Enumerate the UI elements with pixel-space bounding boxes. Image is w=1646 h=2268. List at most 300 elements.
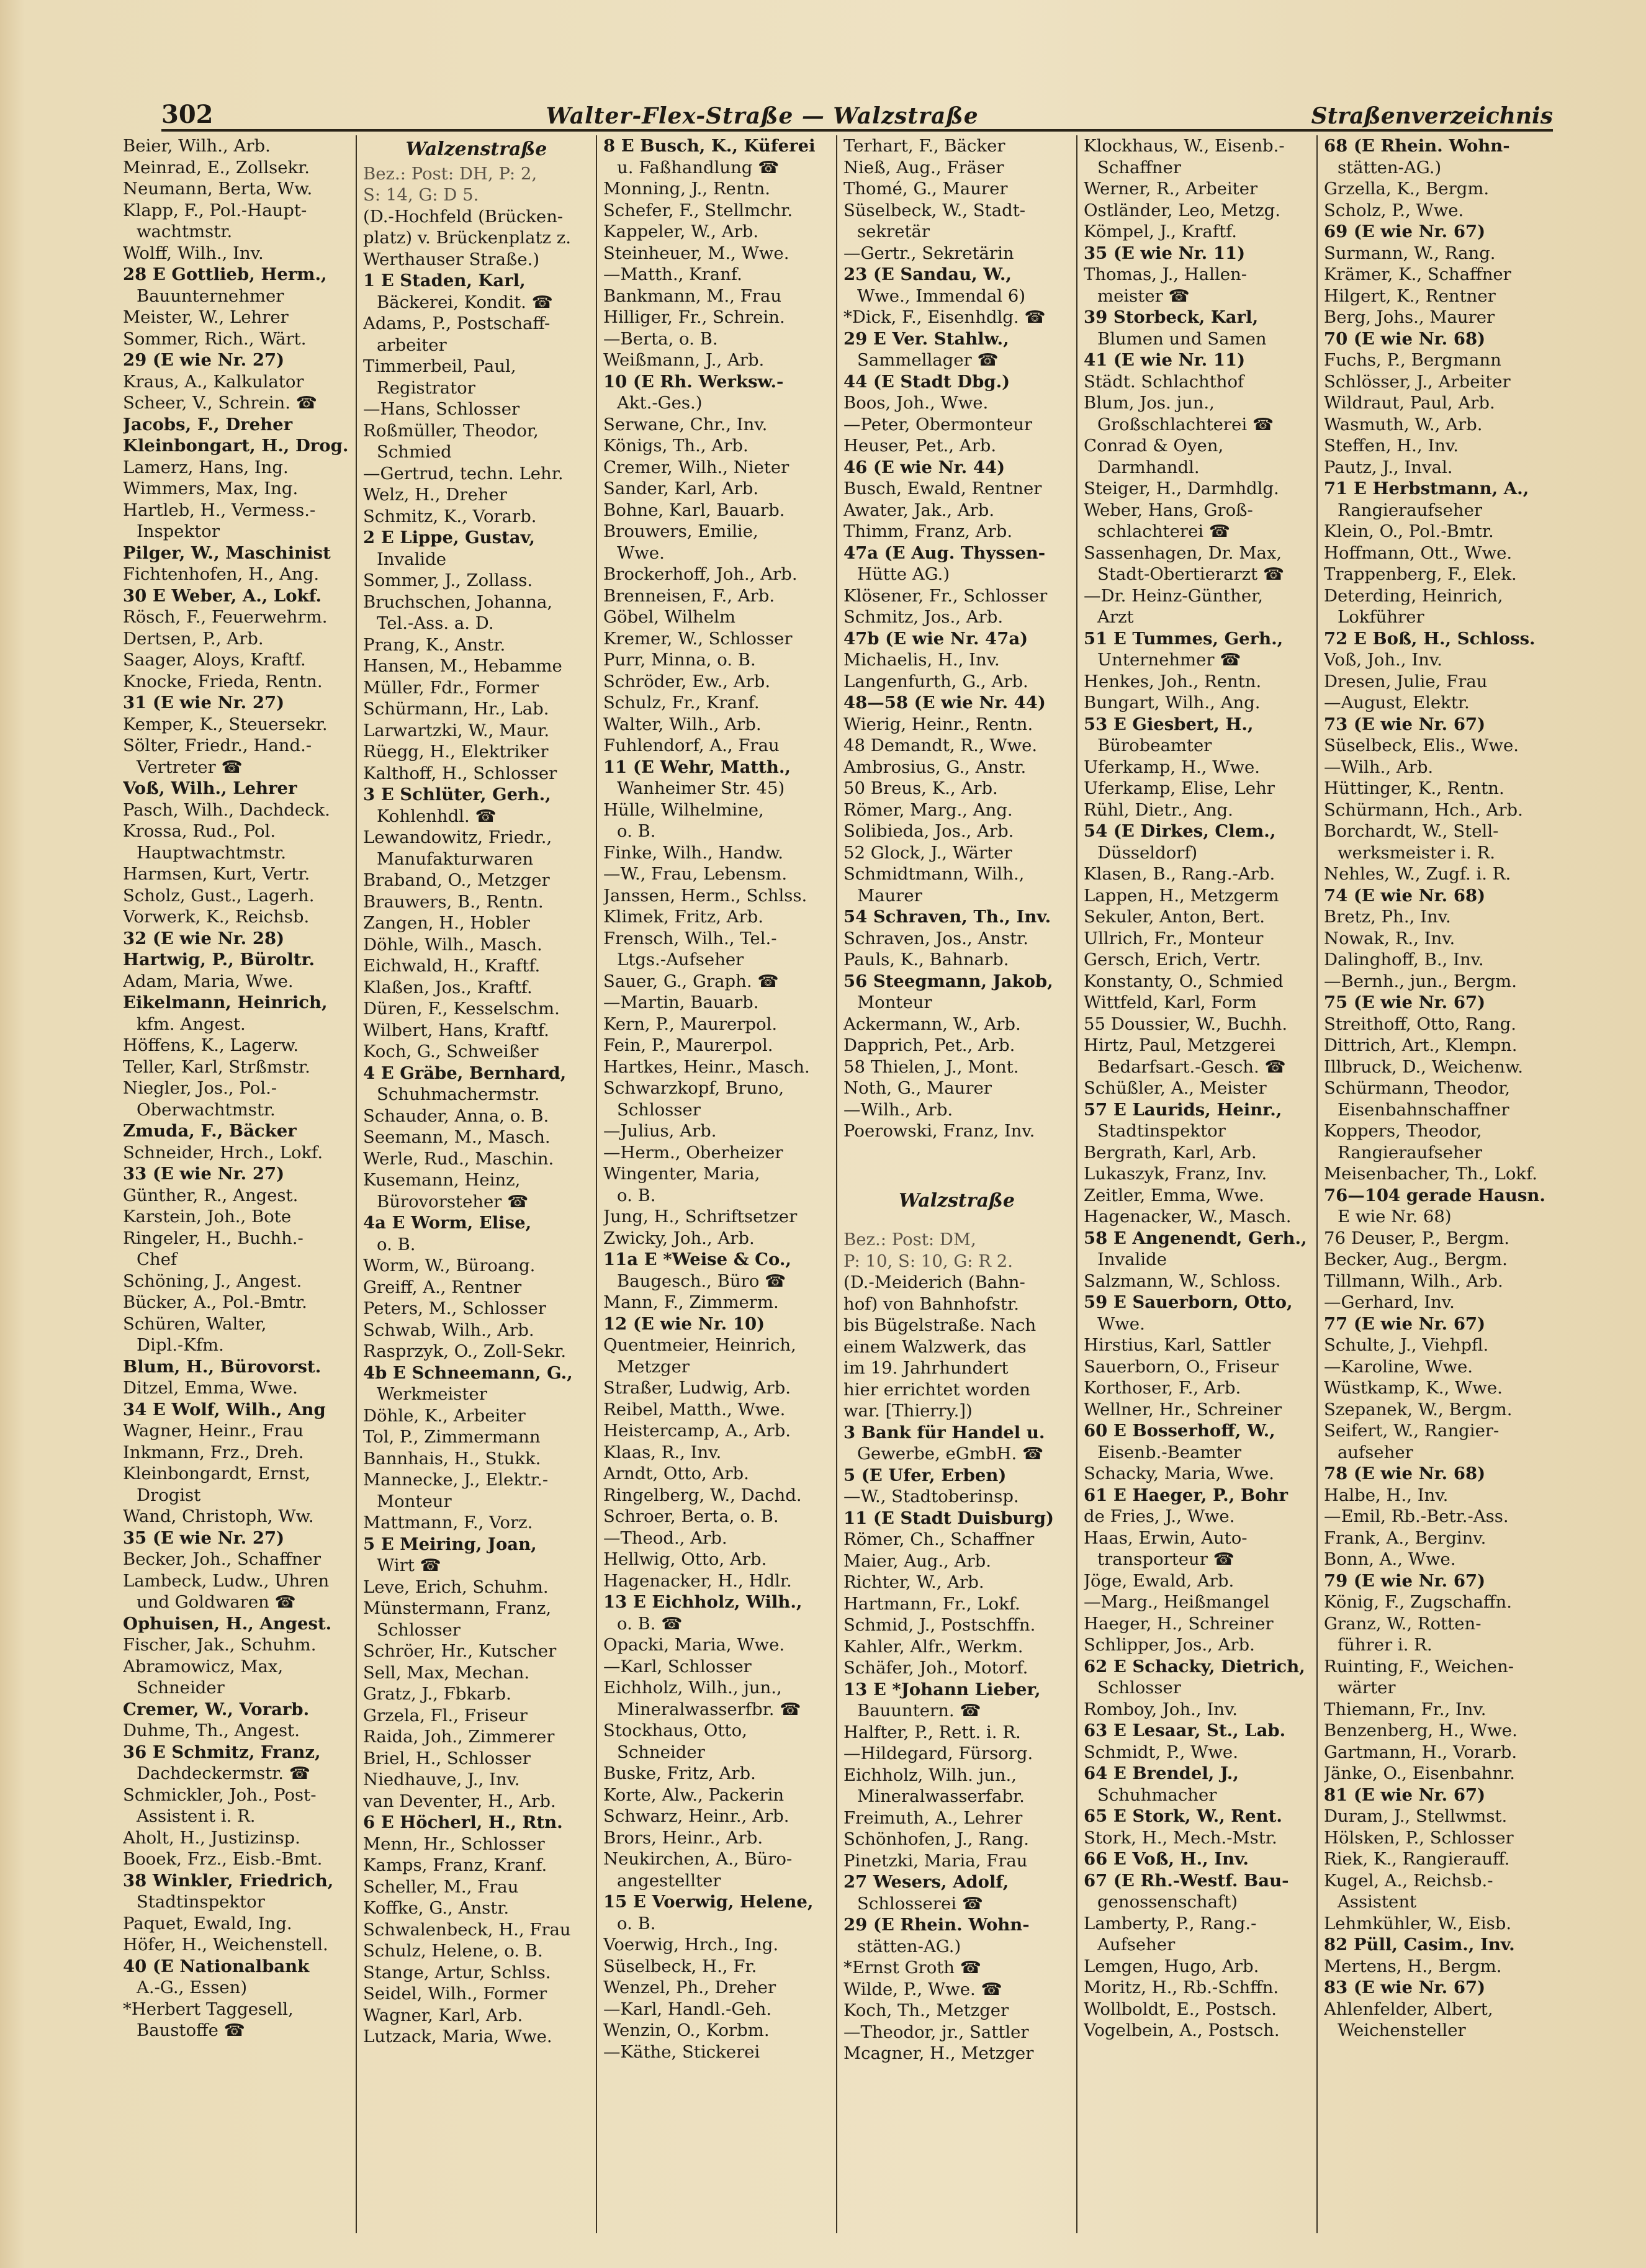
directory-line: Duram, J., Stellwmst.: [1324, 1806, 1508, 1826]
house-number-entry: 61 E Haeger, P., Bohr: [1084, 1485, 1288, 1505]
directory-line: Inspektor: [137, 521, 220, 541]
directory-line: —Marg., Heißmangel: [1084, 1592, 1270, 1612]
directory-line: Süselbeck, Elis., Wwe.: [1324, 736, 1519, 755]
directory-line: Meisenbacher, Th., Lokf.: [1324, 1164, 1538, 1184]
directory-line: Dapprich, Pet., Arb.: [843, 1035, 1015, 1055]
directory-line: —Julius, Arb.: [603, 1121, 717, 1141]
directory-line: Adam, Maria, Wwe.: [123, 971, 294, 991]
directory-line: 76 Deuser, P., Bergm.: [1324, 1228, 1509, 1248]
directory-line: Bruchschen, Johanna,: [363, 592, 553, 612]
directory-line: Tillmann, Wilh., Arb.: [1324, 1271, 1503, 1291]
directory-line: Braband, O., Metzger: [363, 870, 550, 890]
directory-line: Schlipper, Jos., Arb.: [1084, 1635, 1255, 1655]
directory-line: Wanheimer Str. 45): [617, 778, 785, 798]
directory-line: Karstein, Joh., Bote: [123, 1207, 292, 1226]
directory-line: Reibel, Matth., Wwe.: [603, 1399, 786, 1420]
directory-line: Hellwig, Otto, Arb.: [603, 1549, 767, 1569]
directory-line: Szepanek, W., Bergm.: [1324, 1399, 1513, 1420]
directory-line: Moritz, H., Rb.-Schffn.: [1084, 1978, 1279, 1997]
directory-line: Wolff, Wilh., Inv.: [123, 243, 264, 263]
directory-line: Bürovorsteher ☎: [377, 1191, 529, 1212]
directory-line: Kugel, A., Reichsb.-: [1324, 1870, 1493, 1891]
directory-line: —Theod., Arb.: [603, 1528, 727, 1548]
directory-line: o. B.: [617, 1913, 656, 1933]
directory-line: Akt.-Ges.): [617, 393, 703, 413]
column-5: [1077, 135, 1318, 2233]
directory-line: König, F., Zugschaffn.: [1324, 1592, 1513, 1612]
house-number-entry: 76—104 gerade Hausn.: [1324, 1185, 1545, 1205]
directory-line: Koppers, Theodor,: [1324, 1121, 1482, 1141]
directory-line: Wollboldt, E., Postsch.: [1084, 1999, 1277, 2019]
directory-line: Pautz, J., Inval.: [1324, 457, 1453, 477]
directory-line: Eichholz, Wilh., jun.,: [603, 1678, 782, 1698]
directory-line: Fuhlendorf, A., Frau: [603, 736, 780, 755]
directory-line: Wwe.: [617, 542, 665, 563]
directory-line: Mineralwasserfbr. ☎: [617, 1699, 801, 1719]
directory-line: Stadt-Obertierarzt ☎: [1097, 564, 1285, 584]
house-number-entry: 48—58 (E wie Nr. 44): [843, 693, 1046, 713]
running-title: Walter-Flex-Straße — Walzstraße: [546, 103, 979, 129]
directory-line: E wie Nr. 68): [1338, 1207, 1452, 1226]
house-number-entry: Hartwig, P., Büroltr.: [123, 950, 315, 970]
directory-line: genossenschaft): [1097, 1892, 1238, 1912]
house-number-entry: 28 E Gottlieb, Herm.,: [123, 264, 327, 284]
directory-line: Schneider: [617, 1742, 705, 1762]
directory-line: —W., Stadtoberinsp.: [843, 1487, 1019, 1506]
directory-line: o. B. ☎: [617, 1613, 683, 1634]
house-number-entry: 5 (E Ufer, Erben): [843, 1465, 1007, 1485]
directory-line: stätten-AG.): [1338, 157, 1442, 178]
directory-line: Boos, Joh., Wwe.: [843, 393, 989, 413]
page-number: 302: [161, 100, 214, 129]
directory-line: Meister, W., Lehrer: [123, 307, 289, 327]
directory-line: Ahlenfelder, Albert,: [1324, 1999, 1493, 2019]
directory-line: Wildraut, Paul, Arb.: [1324, 393, 1495, 413]
directory-line: Eisenbahnschaffner: [1338, 1099, 1509, 1120]
directory-line: de Fries, J., Wwe.: [1084, 1506, 1235, 1526]
directory-line: Kömpel, J., Kraftf.: [1084, 222, 1237, 241]
directory-line: —Herm., Oberheizer: [603, 1142, 783, 1163]
directory-line: Schwalenbeck, H., Frau: [363, 1919, 571, 1940]
directory-line: Freimuth, A., Lehrer: [843, 1807, 1023, 1828]
directory-line: hier errichtet worden: [843, 1379, 1031, 1400]
directory-line: Fein, P., Maurerpol.: [603, 1035, 773, 1055]
house-number-entry: 51 E Tummes, Gerh.,: [1084, 628, 1284, 649]
directory-line: Metzger: [617, 1356, 690, 1377]
directory-line: Dalinghoff, B., Inv.: [1324, 950, 1484, 970]
directory-line: wachtmstr.: [137, 222, 233, 241]
house-number-entry: 3 E Schlüter, Gerh.,: [363, 785, 551, 804]
column-4: [837, 135, 1077, 2233]
directory-line: Benzenberg, H., Wwe.: [1324, 1721, 1518, 1740]
directory-line: —Käthe, Stickerei: [603, 2041, 760, 2062]
directory-line: Mannecke, J., Elektr.-: [363, 1470, 549, 1490]
directory-line: Hagenacker, H., Hdlr.: [603, 1570, 792, 1591]
house-number-entry: 58 E Angenendt, Gerh.,: [1084, 1228, 1307, 1248]
house-number-entry: Voß, Wilh., Lehrer: [123, 778, 297, 798]
directory-line: führer i. R.: [1338, 1635, 1432, 1655]
directory-line: Scholz, P., Wwe.: [1324, 200, 1464, 220]
directory-line: Saager, Aloys, Kraftf.: [123, 650, 306, 670]
directory-line: Schlosser: [377, 1619, 461, 1640]
house-number-entry: Kleinbongart, H., Drog.: [123, 436, 349, 456]
directory-line: —Wilh., Arb.: [1324, 757, 1434, 777]
directory-line: Neumann, Berta, Ww.: [123, 179, 313, 199]
directory-line: Wenzel, Ph., Dreher: [603, 1978, 776, 1997]
directory-line: Streithoff, Otto, Rang.: [1324, 1014, 1516, 1034]
directory-line: Hülle, Wilhelmine,: [603, 799, 764, 820]
directory-line: Fichtenhofen, H., Ang.: [123, 564, 320, 584]
directory-line: Kremer, W., Schlosser: [603, 628, 793, 649]
directory-line: Wingenter, Maria,: [603, 1164, 760, 1184]
directory-line: Registrator: [377, 377, 475, 398]
directory-line: Mineralwasserfabr.: [857, 1786, 1025, 1806]
directory-line: Klein, O., Pol.-Bmtr.: [1324, 521, 1494, 541]
directory-line: Eichwald, H., Kraftf.: [363, 956, 541, 976]
directory-line: Bürobeamter: [1097, 736, 1212, 755]
directory-line: Lokführer: [1338, 607, 1424, 627]
street-heading: Walzenstraße: [405, 139, 547, 160]
directory-line: Lamerz, Hans, Ing.: [123, 457, 289, 477]
directory-line: Becker, Joh., Schaffner: [123, 1549, 321, 1569]
directory-line: Timmerbeil, Paul,: [363, 356, 516, 376]
directory-line: Borchardt, W., Stell-: [1324, 821, 1499, 841]
directory-line: Brenneisen, F., Arb.: [603, 585, 775, 606]
directory-line: u. Faßhandlung ☎: [617, 157, 780, 178]
directory-line: Jung, H., Schriftsetzer: [603, 1207, 798, 1226]
directory-line: Ltgs.-Aufseher: [617, 950, 744, 970]
house-number-entry: Eikelmann, Heinrich,: [123, 992, 328, 1012]
directory-line: Blumen und Samen: [1097, 328, 1267, 349]
house-number-entry: 15 E Voerwig, Helene,: [603, 1892, 814, 1912]
directory-line: Thomé, G., Maurer: [843, 179, 1008, 199]
column-1: [117, 135, 357, 2233]
house-number-entry: 62 E Schacky, Dietrich,: [1084, 1656, 1305, 1676]
directory-line: Thimm, Franz, Arb.: [843, 521, 1013, 541]
directory-line: Rasprzyk, O., Zoll-Sekr.: [363, 1341, 567, 1361]
directory-line: —Gertrud, techn. Lehr.: [363, 463, 564, 484]
directory-line: 55 Doussier, W., Buchh.: [1084, 1014, 1288, 1034]
directory-line: Bannhais, H., Stukk.: [363, 1448, 541, 1469]
directory-line: *Herbert Taggesell,: [123, 1999, 294, 2019]
directory-line: Steinheuer, M., Wwe.: [603, 243, 789, 263]
directory-line: —Gerhard, Inv.: [1324, 1292, 1455, 1312]
directory-line: Drogist: [137, 1485, 201, 1505]
directory-line: Meinrad, E., Zollsekr.: [123, 157, 310, 178]
directory-line: Koch, Th., Metzger: [843, 2000, 1009, 2020]
directory-line: Romboy, Joh., Inv.: [1084, 1699, 1238, 1719]
directory-line: Inkmann, Frz., Dreh.: [123, 1442, 304, 1462]
directory-line: Schneider: [137, 1678, 225, 1698]
directory-line: Finke, Wilh., Handw.: [603, 842, 784, 863]
directory-line: —Hans, Schlosser: [363, 399, 520, 419]
directory-line: Kern, P., Maurerpol.: [603, 1014, 778, 1034]
directory-line: Ackermann, W., Arb.: [843, 1014, 1021, 1034]
directory-line: Jöge, Ewald, Arb.: [1084, 1570, 1234, 1591]
directory-line: Frank, A., Berginv.: [1324, 1528, 1486, 1548]
house-number-entry: 82 Püll, Casim., Inv.: [1324, 1935, 1515, 1955]
directory-line: Krossa, Rud., Pol.: [123, 821, 276, 841]
house-number-entry: 65 E Stork, W., Rent.: [1084, 1806, 1282, 1826]
directory-line: Awater, Jak., Arb.: [843, 500, 995, 520]
directory-line: Werthauser Straße.): [363, 249, 540, 269]
directory-line: Dipl.-Kfm.: [137, 1335, 224, 1355]
directory-line: Aufseher: [1097, 1935, 1176, 1955]
house-number-entry: 11 (E Wehr, Matth.,: [603, 757, 791, 777]
directory-line: Bäckerei, Kondit. ☎: [377, 292, 553, 312]
directory-line: Adams, P., Postschaff-: [363, 313, 551, 333]
directory-line: 48 Demandt, R., Wwe.: [843, 736, 1038, 755]
directory-line: Stadtinspektor: [1097, 1121, 1226, 1141]
directory-line: Hansen, M., Hebamme: [363, 656, 562, 676]
house-number-entry: 68 (E Rhein. Wohn-: [1324, 136, 1510, 156]
directory-line: Schlosserei ☎: [857, 1893, 984, 1914]
directory-line: Hartmann, Fr., Lokf.: [843, 1593, 1020, 1614]
spacer: [843, 1157, 1070, 1172]
directory-line: Maurer: [857, 885, 922, 906]
directory-line: Nowak, R., Inv.: [1324, 928, 1455, 948]
directory-line: Oberwachtmstr.: [137, 1099, 276, 1120]
directory-line: Hirtz, Paul, Metzgerei: [1084, 1035, 1275, 1055]
directory-line: Prang, K., Anstr.: [363, 634, 506, 655]
directory-line: —Bernh., jun., Bergm.: [1324, 971, 1517, 991]
directory-line: Kamps, Franz, Kranf.: [363, 1855, 547, 1875]
column-3: [597, 135, 837, 2233]
directory-line: Schmitz, K., Vorarb.: [363, 506, 537, 526]
directory-line: Sassenhagen, Dr. Max,: [1084, 542, 1282, 563]
directory-line: Brauwers, B., Rentn.: [363, 891, 544, 912]
directory-line: Werkmeister: [377, 1384, 487, 1404]
directory-line: Göbel, Wilhelm: [603, 607, 735, 627]
directory-line: Bedarfsart.-Gesch. ☎: [1097, 1056, 1286, 1077]
directory-line: Sekuler, Anton, Bert.: [1084, 907, 1265, 927]
directory-line: Koffke, G., Anstr.: [363, 1898, 510, 1918]
directory-line: Weber, Hans, Groß-: [1084, 500, 1253, 520]
directory-line: Grzela, Fl., Friseur: [363, 1705, 528, 1726]
directory-line: Stadtinspektor: [137, 1892, 265, 1912]
house-number-entry: 30 E Weber, A., Lokf.: [123, 585, 322, 606]
house-number-entry: 59 E Sauerborn, Otto,: [1084, 1292, 1293, 1312]
house-number-entry: 29 E Ver. Stahlw.,: [843, 328, 1009, 349]
directory-line: Schmitz, Jos., Arb.: [843, 607, 1004, 627]
directory-line: Schulz, Helene, o. B.: [363, 1941, 543, 1961]
directory-line: —W., Frau, Lebensm.: [603, 864, 788, 884]
directory-line: A.-G., Essen): [137, 1978, 248, 1997]
directory-line: Schefer, F., Stellmchr.: [603, 200, 793, 220]
directory-line: Scholz, Gust., Lagerh.: [123, 885, 315, 906]
directory-line: arbeiter: [377, 335, 447, 355]
section-title: Straßenverzeichnis: [1311, 103, 1553, 129]
house-number-entry: 46 (E wie Nr. 44): [843, 457, 1005, 477]
directory-line: Dittrich, Art., Klempn.: [1324, 1035, 1518, 1055]
directory-line: Günther, R., Angest.: [123, 1185, 299, 1205]
directory-line: Römer, Marg., Ang.: [843, 799, 1013, 820]
house-number-entry: 12 (E wie Nr. 10): [603, 1313, 765, 1334]
directory-line: Klaßen, Jos., Kraftf.: [363, 977, 533, 997]
directory-line: Steffen, H., Inv.: [1324, 436, 1459, 456]
district-info: Bez.: Post: DM,: [843, 1230, 976, 1249]
directory-line: Leve, Erich, Schuhm.: [363, 1577, 549, 1597]
directory-line: Janssen, Herm., Schlss.: [603, 885, 807, 906]
directory-line: Pauls, K., Bahnarb.: [843, 950, 1009, 970]
directory-line: Schraven, Jos., Anstr.: [843, 928, 1029, 948]
directory-line: Kahler, Alfr., Werkm.: [843, 1636, 1023, 1657]
directory-line: Brors, Heinr., Arb.: [603, 1827, 763, 1848]
directory-line: Lukaszyk, Franz, Inv.: [1084, 1164, 1267, 1184]
directory-line: van Deventer, H., Arb.: [363, 1791, 556, 1811]
house-number-entry: 79 (E wie Nr. 67): [1324, 1570, 1486, 1591]
directory-line: —Karl, Handl.-Geh.: [603, 1999, 772, 2019]
house-number-entry: 70 (E wie Nr. 68): [1324, 328, 1486, 349]
directory-line: Voerwig, Hrch., Ing.: [603, 1935, 779, 1955]
directory-line: Ullrich, Fr., Monteur: [1084, 928, 1264, 948]
directory-line: Kappeler, W., Arb.: [603, 222, 759, 241]
directory-line: Berg, Johs., Maurer: [1324, 307, 1495, 327]
directory-line: Schwarz, Heinr., Arb.: [603, 1806, 789, 1826]
directory-line: Heistercamp, A., Arb.: [603, 1421, 791, 1441]
directory-line: Illbruck, D., Weichenw.: [1324, 1056, 1523, 1077]
house-number-entry: 35 (E wie Nr. 27): [123, 1528, 285, 1548]
directory-line: Höffens, K., Lagerw.: [123, 1035, 299, 1055]
directory-line: Maier, Aug., Arb.: [843, 1550, 991, 1571]
house-number-entry: 67 (E Rh.-Westf. Bau-: [1084, 1870, 1289, 1891]
directory-line: platz) v. Brückenplatz z.: [363, 228, 571, 248]
directory-line: Teller, Karl, Strßmstr.: [123, 1056, 310, 1077]
directory-line: Vogelbein, A., Postsch.: [1084, 2020, 1280, 2040]
directory-line: Fuchs, P., Bergmann: [1324, 350, 1501, 370]
directory-line: Zwicky, Joh., Arb.: [603, 1228, 755, 1248]
directory-line: Düsseldorf): [1097, 842, 1198, 863]
directory-line: Schaffner: [1097, 157, 1182, 178]
house-number-entry: Blum, H., Bürovorst.: [123, 1356, 322, 1377]
directory-line: Korthoser, F., Arb.: [1084, 1378, 1241, 1398]
directory-line: Kusemann, Heinz,: [363, 1170, 521, 1190]
house-number-entry: 4a E Worm, Elise,: [363, 1213, 532, 1233]
directory-line: Stange, Artur, Schlss.: [363, 1962, 551, 1982]
directory-line: —Karoline, Wwe.: [1324, 1356, 1473, 1377]
directory-line: Sauer, G., Graph. ☎: [603, 971, 779, 991]
directory-line: o. B.: [617, 1185, 656, 1205]
directory-line: Serwane, Chr., Inv.: [603, 414, 768, 434]
spacer: [843, 1172, 1070, 1187]
directory-line: Frensch, Wilh., Tel.-: [603, 928, 777, 948]
house-number-entry: 83 (E wie Nr. 67): [1324, 1978, 1486, 1997]
house-number-entry: 4b E Schneemann, G.,: [363, 1362, 573, 1383]
directory-line: Dachdeckermstr. ☎: [137, 1763, 311, 1783]
directory-line: Brouwers, Emilie,: [603, 521, 758, 541]
directory-line: Bohne, Karl, Bauarb.: [603, 500, 785, 520]
house-number-entry: Zmuda, F., Bäcker: [123, 1121, 297, 1141]
directory-line: (D.-Hochfeld (Brücken-: [363, 206, 564, 227]
directory-line: Briel, H., Schlosser: [363, 1748, 531, 1768]
house-number-entry: 6 E Höcherl, H., Rtn.: [363, 1812, 563, 1832]
directory-line: Dresen, Julie, Frau: [1324, 671, 1488, 691]
directory-line: Rangieraufseher: [1338, 1142, 1483, 1163]
directory-line: Mattmann, F., Vorz.: [363, 1513, 533, 1532]
directory-line: Darmhandl.: [1097, 457, 1200, 477]
directory-line: Sammellager ☎: [857, 350, 999, 370]
directory-line: Schulz, Fr., Kranf.: [603, 693, 760, 713]
directory-line: Noth, G., Maurer: [843, 1078, 992, 1098]
directory-line: Zangen, H., Hobler: [363, 913, 530, 933]
house-number-entry: 63 E Lesaar, St., Lab.: [1084, 1721, 1286, 1740]
directory-line: Hauptwachtmstr.: [137, 842, 286, 863]
directory-line: Hirstius, Karl, Sattler: [1084, 1335, 1271, 1355]
directory-line: Wasmuth, W., Arb.: [1324, 414, 1483, 434]
directory-line: Duhme, Th., Angest.: [123, 1721, 300, 1740]
house-number-entry: 27 Wesers, Adolf,: [843, 1872, 1009, 1892]
directory-line: Straßer, Ludwig, Arb.: [603, 1378, 791, 1398]
directory-line: Gartmann, H., Vorarb.: [1324, 1742, 1518, 1762]
directory-line: Schüren, Walter,: [123, 1313, 267, 1334]
directory-line: Gratz, J., Fbkarb.: [363, 1684, 511, 1704]
directory-line: Uferkamp, H., Wwe.: [1084, 757, 1261, 777]
directory-line: Halfter, P., Rett. i. R.: [843, 1722, 1021, 1742]
house-number-entry: 41 (E wie Nr. 11): [1084, 350, 1246, 370]
directory-line: Gewerbe, eGmbH. ☎: [857, 1444, 1044, 1464]
district-info: S: 14, G: D 5.: [363, 185, 479, 205]
column-6: [1318, 135, 1557, 2233]
directory-line: Busch, Ewald, Rentner: [843, 479, 1042, 498]
directory-line: war. [Thierry.]): [843, 1401, 973, 1421]
directory-line: Hütte AG.): [857, 564, 950, 584]
house-number-entry: Pilger, W., Maschinist: [123, 542, 331, 563]
directory-line: Uferkamp, Elise, Lehr: [1084, 778, 1275, 798]
directory-line: Wwe.: [1097, 1313, 1145, 1334]
district-info: Bez.: Post: DH, P: 2,: [363, 163, 537, 184]
directory-line: (D.-Meiderich (Bahn-: [843, 1272, 1025, 1292]
directory-line: Blum, Jos. jun.,: [1084, 393, 1215, 413]
directory-line: —August, Elektr.: [1324, 693, 1470, 713]
directory-line: Langenfurth, G., Arb.: [843, 671, 1028, 691]
directory-line: Hüttinger, K., Rentn.: [1324, 778, 1504, 798]
directory-line: Schauder, Anna, o. B.: [363, 1105, 549, 1126]
directory-line: Höfer, H., Weichenstell.: [123, 1935, 328, 1955]
house-number-entry: 66 E Voß, H., Inv.: [1084, 1849, 1249, 1869]
directory-line: Koch, G., Schweißer: [363, 1042, 539, 1061]
house-number-entry: 23 (E Sandau, W.,: [843, 264, 1012, 284]
directory-line: Richter, W., Arb.: [843, 1572, 984, 1592]
directory-line: Wirt ☎: [377, 1555, 441, 1575]
directory-line: —Matth., Kranf.: [603, 264, 742, 284]
directory-line: —Dr. Heinz-Günther,: [1084, 585, 1263, 606]
directory-line: Booek, Frz., Eisb.-Bmt.: [123, 1849, 323, 1869]
directory-line: Mcagner, H., Metzger: [843, 2043, 1034, 2063]
directory-line: Schröer, Hr., Kutscher: [363, 1641, 557, 1661]
house-number-entry: 74 (E wie Nr. 68): [1324, 885, 1486, 906]
directory-line: werksmeister i. R.: [1338, 842, 1495, 863]
directory-line: Grzella, K., Bergm.: [1324, 179, 1490, 199]
house-number-entry: 47b (E wie Nr. 47a): [843, 628, 1028, 649]
house-number-entry: Ophuisen, H., Angest.: [123, 1613, 332, 1634]
directory-line: Harmsen, Kurt, Vertr.: [123, 864, 310, 884]
directory-line: Wüstkamp, K., Wwe.: [1324, 1378, 1503, 1398]
directory-line: Münstermann, Franz,: [363, 1598, 552, 1618]
directory-line: Bauunternehmer: [137, 286, 284, 306]
directory-line: Heuser, Pet., Arb.: [843, 436, 997, 456]
directory-line: Steiger, H., Darmhdlg.: [1084, 479, 1279, 498]
directory-line: Rühl, Dietr., Ang.: [1084, 799, 1233, 820]
directory-line: Raida, Joh., Zimmerer: [363, 1727, 555, 1747]
directory-line: Klaas, R., Inv.: [603, 1442, 722, 1462]
house-number-entry: 54 (E Dirkes, Clem.,: [1084, 821, 1276, 841]
page-header: [161, 93, 1553, 132]
directory-line: Schürmann, Hch., Arb.: [1324, 799, 1523, 820]
directory-line: Ditzel, Emma, Wwe.: [123, 1378, 298, 1398]
directory-line: Monteur: [377, 1491, 452, 1511]
directory-line: Lambeck, Ludw., Uhren: [123, 1570, 330, 1591]
directory-line: Abramowicz, Max,: [123, 1656, 284, 1676]
